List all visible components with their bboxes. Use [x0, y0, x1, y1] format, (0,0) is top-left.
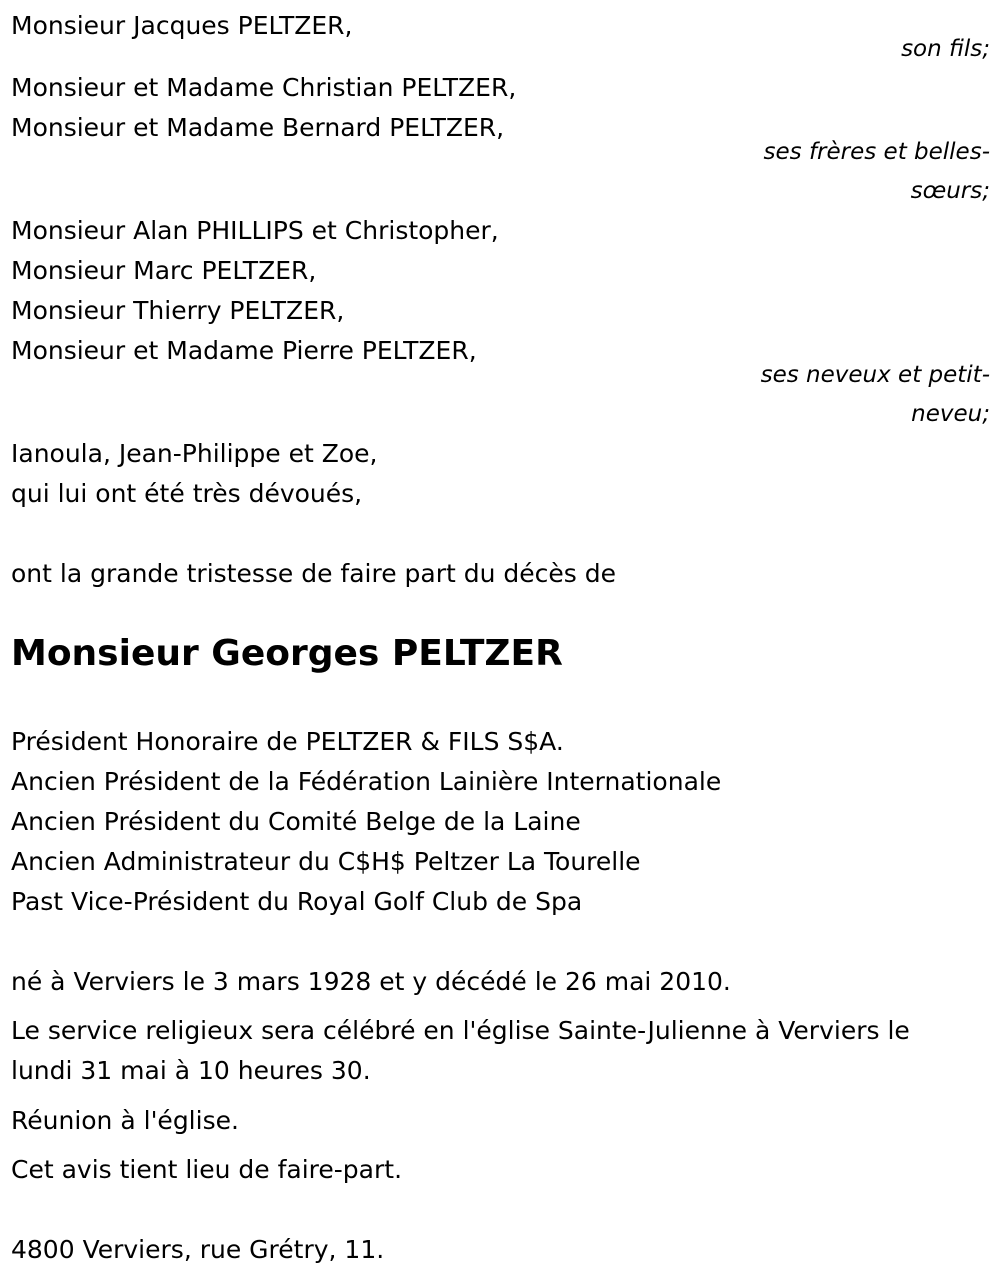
- family-member-jacques: Monsieur Jacques PELTZER,: [11, 11, 353, 40]
- family-member-alan: Monsieur Alan PHILLIPS et Christopher,: [11, 216, 499, 245]
- relation-nephews-line1: ses neveux et petit-: [760, 362, 990, 388]
- birth-death-dates: né à Verviers le 3 mars 1928 et y décédé le 26 mai 2010.: [11, 967, 731, 996]
- title-item: Président Honoraire de PELTZER & FILS S$A.: [11, 727, 564, 756]
- meeting-info: Réunion à l'église.: [11, 1106, 239, 1135]
- relation-siblings-line2: sœurs;: [910, 178, 990, 204]
- title-item: Past Vice-Président du Royal Golf Club de Spa: [11, 887, 583, 916]
- relation-siblings-line1: ses frères et belles-: [763, 139, 990, 165]
- service-info-line2: lundi 31 mai à 10 heures 30.: [11, 1056, 371, 1085]
- family-member-christian: Monsieur et Madame Christian PELTZER,: [11, 73, 517, 102]
- relation-nephews-line2: neveu;: [911, 401, 990, 427]
- announcement-text: ont la grande tristesse de faire part du décès de: [11, 559, 617, 588]
- family-member-bernard: Monsieur et Madame Bernard PELTZER,: [11, 113, 505, 142]
- caregivers: Ianoula, Jean-Philippe et Zoe,: [11, 439, 378, 468]
- family-member-marc: Monsieur Marc PELTZER,: [11, 256, 317, 285]
- caregivers-note: qui lui ont été très dévoués,: [11, 479, 363, 508]
- service-info-line1: Le service religieux sera célébré en l'église Sainte-Julienne à Verviers le: [11, 1016, 910, 1045]
- deceased-name: Monsieur Georges PELTZER: [11, 633, 563, 674]
- title-item: Ancien Président du Comité Belge de la Laine: [11, 807, 581, 836]
- family-member-pierre: Monsieur et Madame Pierre PELTZER,: [11, 336, 477, 365]
- family-member-thierry: Monsieur Thierry PELTZER,: [11, 296, 345, 325]
- title-item: Ancien Président de la Fédération Lainière Internationale: [11, 767, 722, 796]
- address: 4800 Verviers, rue Grétry, 11.: [11, 1235, 385, 1264]
- relation-son: son fils;: [901, 36, 990, 62]
- notice-text: Cet avis tient lieu de faire-part.: [11, 1155, 403, 1184]
- title-item: Ancien Administrateur du C$H$ Peltzer La Tourelle: [11, 847, 641, 876]
